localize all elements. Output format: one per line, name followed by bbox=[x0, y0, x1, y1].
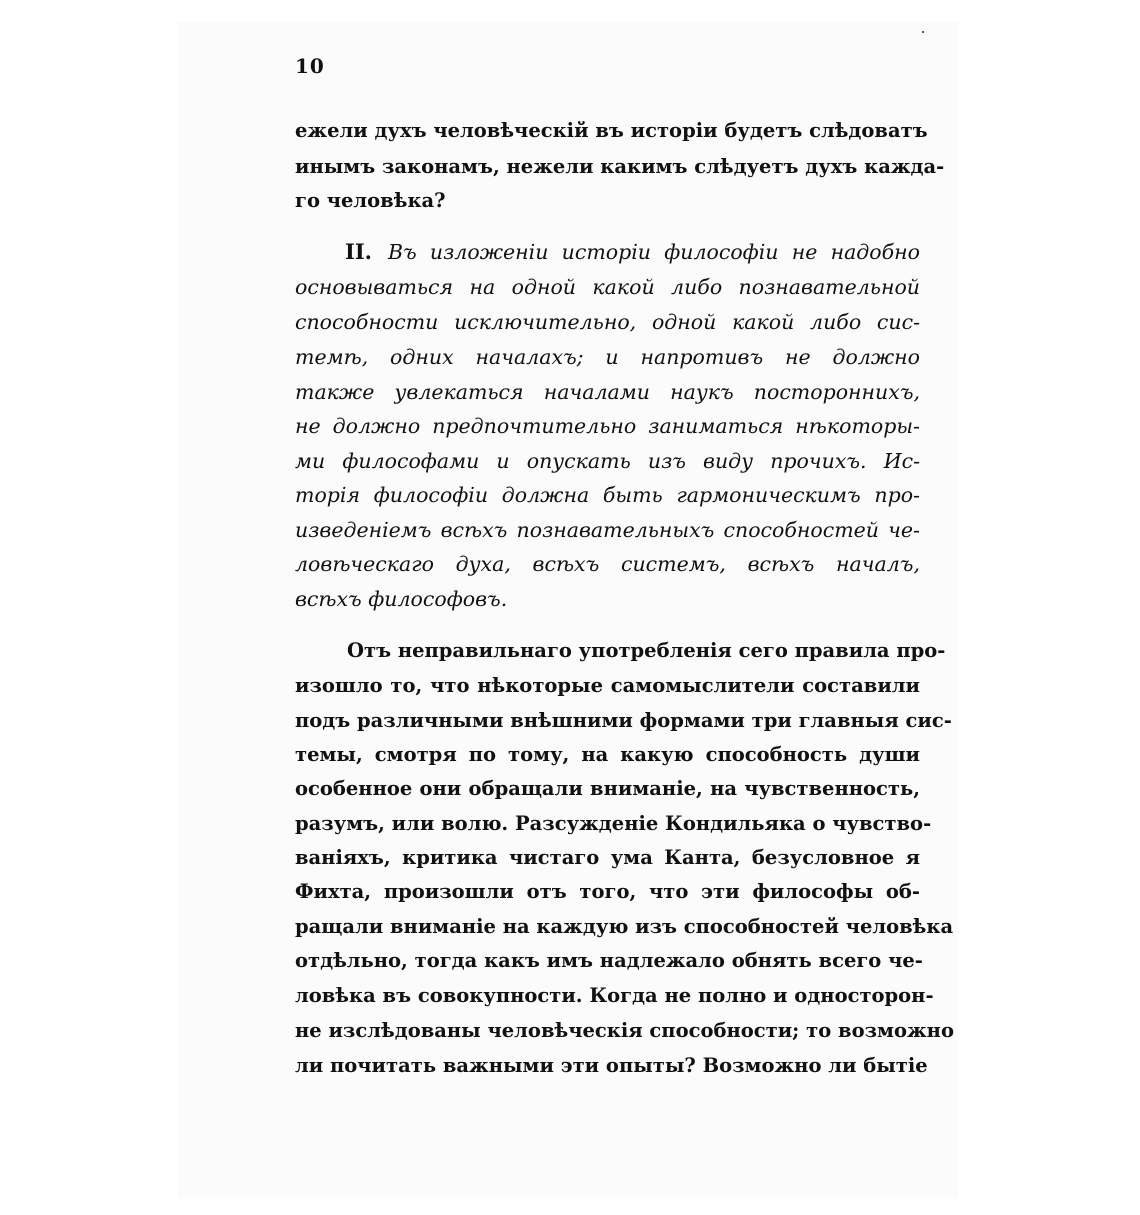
rule-line: торія философіи должна быть гармоническимъ про- bbox=[295, 483, 920, 507]
rule-line: темѣ, одних началахъ; и напротивъ не должно bbox=[295, 345, 920, 369]
text-line: го человѣка? bbox=[295, 189, 446, 212]
paragraph-line: ваніяхъ, критика чистаго ума Канта, безусловное я bbox=[295, 846, 920, 869]
rule-line: основываться на одной какой либо познавательной bbox=[295, 275, 920, 299]
page-number: 10 bbox=[295, 54, 325, 78]
text-line: ежели духъ человѣческій въ исторіи будетъ слѣдоватъ bbox=[295, 119, 928, 142]
scan-speck bbox=[922, 31, 924, 33]
paragraph-line: темы, смотря по тому, на какую способность души bbox=[295, 743, 920, 766]
paragraph-line: ращали вниманіе на каждую изъ способностей человѣка bbox=[295, 915, 954, 938]
text-line: инымъ законамъ, нежели какимъ слѣдуетъ духъ кажда- bbox=[295, 155, 945, 178]
rule-line: ловѣческаго духа, всѣхъ системъ, всѣхъ началъ, bbox=[295, 552, 920, 576]
paragraph-line: разумъ, или волю. Разсужденіе Кондильяка о чувство- bbox=[295, 812, 932, 835]
paragraph-line: ли почитать важными эти опыты? Возможно ли бытіе bbox=[295, 1054, 928, 1077]
rule-number: II. bbox=[345, 239, 372, 264]
paragraph-line: особенное они обращали вниманіе, на чувственность, bbox=[295, 777, 920, 800]
rule-line: ми философами и опускать изъ виду прочихъ. Ис- bbox=[295, 449, 920, 473]
rule-line: также увлекаться началами наукъ постороннихъ, bbox=[295, 380, 920, 404]
rule-line: не должно предпочтительно заниматься нѣкоторы- bbox=[295, 414, 920, 438]
rule-line: всѣхъ философовъ. bbox=[295, 587, 508, 611]
paragraph-line: подъ различными внѣшними формами три главныя сис- bbox=[295, 709, 952, 732]
paragraph-line: изошло то, что нѣкоторые самомыслители составили bbox=[295, 674, 920, 697]
rule-line bbox=[345, 240, 920, 264]
rule-line: способности исключительно, одной какой либо сис- bbox=[295, 310, 920, 334]
paragraph-line: ловѣка въ совокупности. Когда не полно и односторон- bbox=[295, 984, 934, 1007]
paragraph-line: Отъ неправильнаго употребленія сего правила про- bbox=[347, 639, 946, 662]
paragraph-line: отдѣльно, тогда какъ имъ надлежало обнять всего че- bbox=[295, 949, 923, 972]
rule-text: Въ изложеніи исторіи философіи не надобно bbox=[387, 240, 920, 264]
rule-line: изведеніемъ всѣхъ познавательныхъ способностей че- bbox=[295, 518, 920, 542]
paragraph-line: Фихта, произошли отъ того, что эти философы об- bbox=[295, 880, 920, 903]
paragraph-line: не изслѣдованы человѣческія способности; то возможно bbox=[295, 1019, 954, 1042]
